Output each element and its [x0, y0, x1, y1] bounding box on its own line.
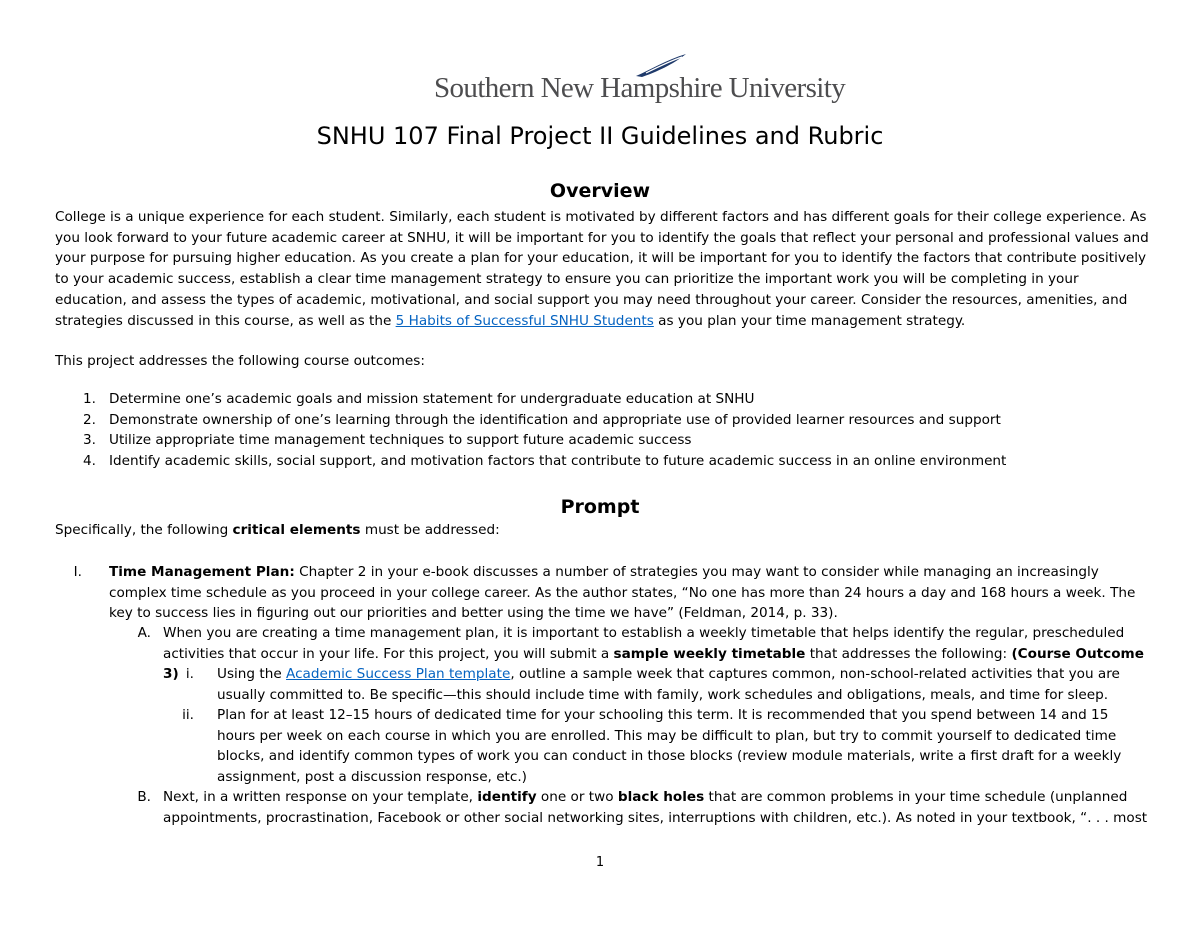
outcome-number: 4.: [83, 453, 96, 469]
page-title: SNHU 107 Final Project II Guidelines and Rubric: [316, 122, 884, 150]
template-link[interactable]: Academic Success Plan template: [286, 666, 511, 682]
dedicated-time-item: Plan for at least 12–15 hours of dedicated time for your schooling this term. It is recommended that you spend between 14 and 15 hours per week on each course in which you are enrolled. This may be difficult to plan, but try to commit yourself to dedicated time blocks, and identify common types of work you can conduct in those blocks (review module materials, write a first draft for a weekly assignment, post a discussion response, etc.): [217, 707, 1122, 786]
item-number: A.: [137, 625, 151, 641]
time-management-plan-item: Time Management Plan: Chapter 2 in your e-book discusses a number of strategies you may want to consider while managing an increasingly complex time schedule as you proceed in your college career. As the author states, “No one has more than 24 hours a day and 168 hours a week. The key to success lies in figuring out our priorities and better using the time we have” (Feldman, 2014, p. 33).: [109, 564, 1136, 622]
black-holes-item: Next, in a written response on your template, identify one or two black holes that are common problems in your time schedule (unplanned appointments, procrastination, Facebook or other social networking sites, interruptions with children, etc.). As noted in your textbook, “. . . most: [163, 789, 1148, 826]
prompt-intro: Specifically, the following critical elements must be addressed:: [55, 522, 500, 538]
weekly-timetable-item: When you are creating a time management plan, it is important to establish a weekly timetable that helps identify the regular, prescheduled activities that occur in your life. For this project, you will submit a sample weekly timetable that addresses the following: (Course Outcome 3): [163, 625, 1144, 683]
item-number: B.: [137, 789, 151, 805]
page-number: 1: [595, 855, 605, 870]
outcome-text: Demonstrate ownership of one’s learning through the identification and appropriate use of provided learner resources and support: [109, 412, 1001, 428]
outcome-number: 1.: [83, 391, 96, 407]
item-number: I.: [73, 564, 82, 580]
outcome-text: Utilize appropriate time management techniques to support future academic success: [109, 432, 692, 448]
logo-text: Southern New Hampshire University: [434, 72, 846, 104]
prompt-heading: Prompt: [560, 496, 640, 518]
overview-heading: Overview: [549, 180, 651, 202]
sample-week-item: Using the Academic Success Plan template, outline a sample week that captures common, non-school-related activities that you are usually committed to. Be specific—this should include time with family, work schedules and obligations, meals, and time for sleep.: [217, 666, 1120, 703]
overview-paragraph: College is a unique experience for each student. Similarly, each student is motivated by different factors and has different goals for their college experience. As you look forward to your future academic career at SNHU, it will be important for you to identify the goals that reflect your personal and professional values and your purpose for pursuing higher education. As you create a plan for your education, it will be important for you to identify the factors that contribute positively to your academic success, establish a clear time management strategy to ensure you can prioritize the important work you will be completing in your education, and assess the types of academic, motivational, and social support you may need throughout your career. Consider the resources, amenities, and strategies discussed in this course, as well as the 5 Habits of Successful SNHU Students as you plan your time management strategy.: [55, 209, 1149, 329]
outcome-text: Identify academic skills, social support, and motivation factors that contribute to future academic success in an online environment: [109, 453, 1007, 469]
outcomes-intro: This project addresses the following course outcomes:: [55, 353, 425, 369]
habits-link[interactable]: 5 Habits of Successful SNHU Students: [395, 312, 654, 329]
item-number: i.: [185, 666, 194, 682]
outcome-number: 2.: [83, 412, 96, 428]
item-number: ii.: [182, 707, 194, 723]
outcome-number: 3.: [83, 432, 96, 448]
university-logo: [434, 52, 846, 104]
outcome-text: Determine one’s academic goals and mission statement for undergraduate education at SNHU: [109, 391, 755, 407]
